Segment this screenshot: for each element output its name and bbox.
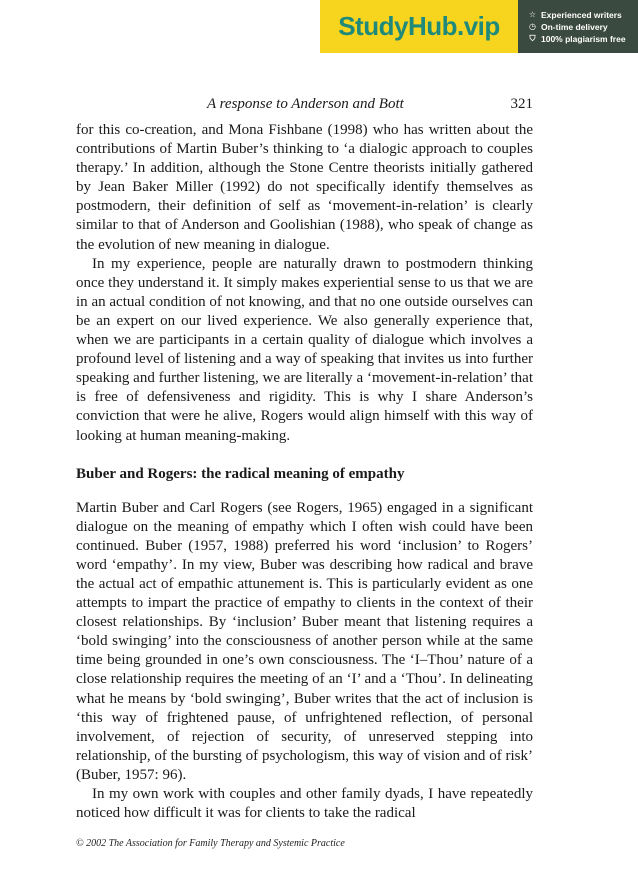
paragraph: In my own work with couples and other family dyads, I have repeatedly noticed how difficult it was for clients to take the radical [76,786,533,822]
feature-label: 100% plagiarism free [541,33,626,44]
copyright-footer: © 2002 The Association for Family Therapy and Systemic Practice [76,838,345,849]
feature-experienced-writers [528,10,638,20]
logo-text: StudyHub.vip [338,11,500,41]
running-title: A response to Anderson and Bott [207,96,404,112]
star-icon: ☆ [528,10,537,19]
clock-icon: ◷ [529,22,536,31]
feature-label: On-time delivery [541,21,608,32]
advert-banner[interactable] [320,0,638,53]
page-body [76,121,533,823]
running-header [76,96,533,116]
section-heading: Buber and Rogers: the radical meaning of empathy [76,465,405,482]
feature-plagiarism-free [528,34,638,44]
feature-label: Experienced writers [541,9,622,20]
studyhub-logo[interactable] [320,0,518,53]
shield-icon: ⛉ [529,33,536,43]
feature-on-time-delivery [528,22,638,32]
paragraph: Martin Buber and Carl Rogers (see Rogers, 1965) engaged in a significant dialogue on the meaning of empathy which I often wish could have been continued. Buber (1957, 1988) preferred his word ‘inclusion’ to Rogers’ word ‘empathy’. In my view, Buber was describing how radical and brave the actual act of empathic attunement is. This is particularly evident as one attempts to impart the practice of empathy to clients in the context of their closest relationships. By ‘inclusion’ Buber meant that listening requires a ‘bold swinging’ into the consciousness of another person while at the same time being grounded in one’s own consciousness. The ‘I–Thou’ nature of a close relationship requires the meeting of an ‘I’ and a ‘Thou’. In delineating what he means by ‘bold swinging’, Buber writes that the act of inclusion is ‘this way of frightened pause, of unfrightened reflection, of personal involvement, of rejection of security, of unreserved stepping into relationship, of the bursting of psychologism, this way of vision and of risk’ (Buber, 1957: 96). [76,499,533,783]
page-number: 321 [510,96,533,112]
paragraph: for this co-creation, and Mona Fishbane (1998) who has written about the contributions of Martin Buber’s thinking to ‘a dialogic approach to couples therapy.’ In addition, although the Stone Centre theorists initially gathered by Jean Baker Miller (1992) do not specifically identify themselves as postmodern, their definition of self as ‘movement-in-relation’ is clearly similar to that of Anderson and Goolishian (1988), who speak of change as the evolution of new meaning in dialogue. [76,122,533,253]
paragraph: In my experience, people are naturally drawn to postmodern thinking once they understand it. It simply makes experiential sense to us that we are in an actual condition of not knowing, and that no one outside ourselves can be an expert on our lived experience. We also generally experience that, when we are participants in a certain quality of dialogue which involves a profound level of listening and a way of speaking that invites us into further speaking and further listening, we are literally a ‘movement-in-relation’ that is free of defensiveness and rigidity. This is why I share Anderson’s conviction that were he alive, Rogers would align himself with this way of looking at human meaning-making. [76,255,533,444]
banner-feature-list [518,0,638,53]
